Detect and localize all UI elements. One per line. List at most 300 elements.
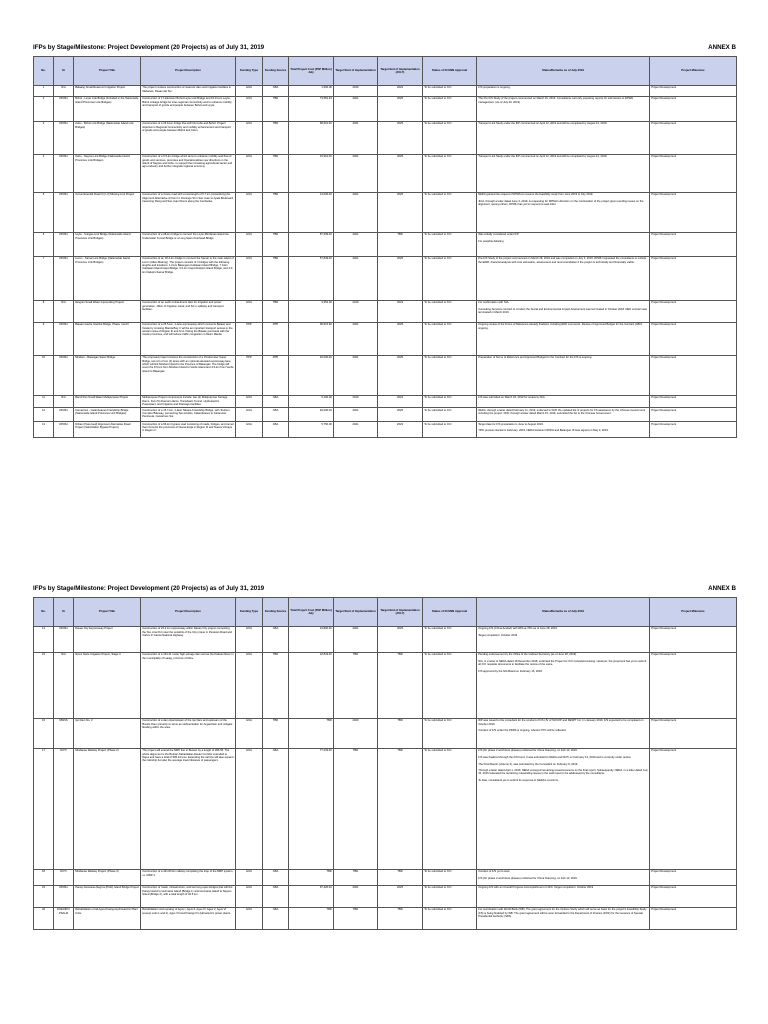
cell-no: 17 [34, 748, 54, 869]
cell-no: 3 [34, 121, 54, 154]
remark-paragraph: For confirmation with NIA. [478, 301, 510, 305]
cell-end: 2025 [378, 154, 423, 192]
cell-cost: 15,910.00 [289, 154, 334, 192]
cell-cost: 68,610.00 [289, 121, 334, 154]
table-row [34, 885, 737, 907]
cell-milestone: Project Development [650, 256, 737, 300]
cell-title: Circumferential Road 3 (C-3) Missing Link Project [74, 192, 141, 232]
cell-description: Construction of an earth embankment dam for irrigation and power generation, 16km of irrigation canal, and 62 m spillway and transport facilities. [141, 300, 236, 322]
cell-description: Construction of a 5.5-km bridge which aims to enhance mobility and flow of goods and services, promotes and Operationalizes new directions in the island of Negros and Cebu, to support the increasing agricultural sector and agro-industry and further integrate regional economy. [141, 154, 236, 192]
cell-funding-source: TBD [263, 192, 289, 232]
cell-title: Bamil Pan Small Water Multipurpose Project [74, 395, 141, 407]
cell-remarks [477, 885, 650, 907]
cell-description: The project involves construction of reservoir dam and irrigation facilities in Mabanao, Davao del Sur. [141, 85, 236, 96]
cell-no: 1 [34, 85, 54, 96]
cell-ia: DPWH [54, 408, 74, 422]
table-row [34, 748, 737, 869]
cell-ia: DPWH [54, 232, 74, 256]
col-header-remarks: Status/Remarks as of July 2019 [477, 598, 650, 627]
cell-milestone: Project Development [650, 355, 737, 395]
cell-description: Construction of a 15.7-km, 2-lane Tabaco-Friendship Bridge, with Tourism Complex Bikeway, connecting San Andres, Catanduanes to Caramoan Peninsula, Camarines Sur. [141, 408, 236, 422]
col-header-title: Project Title [74, 57, 141, 86]
table-row [34, 121, 737, 154]
cell-milestone: Project Development [650, 154, 737, 192]
cell-cost: 13,000.00 [289, 192, 334, 232]
cell-funding-type: GOA [236, 626, 263, 652]
cell-icc-status: To be submitted to ICC [423, 748, 477, 869]
remark-paragraph: Through a letter dated April 1, 2019, NEDA conveyed remaining issues/concerns on the final report. Subsequently, NEDA, in a letter dated July 15, 2019 reiterated the remaining outstanding issues in the said report to be addressed by the consultants. [478, 769, 648, 776]
remark-paragraph: Ongoing review of the Terms of Reference already finalized, including EDD comments. Review of Approved Budget for the Contract (ABC) ongoing. [478, 323, 643, 330]
cell-icc-status: To be submitted to ICC [423, 626, 477, 652]
cell-ia: DOTr [54, 748, 74, 869]
cell-funding-source: CBA [263, 408, 289, 422]
cell-ia: DPWH [54, 885, 74, 907]
cell-start: 2021 [334, 355, 378, 395]
cell-no: 5 [34, 192, 54, 232]
projects-table-2 [33, 597, 737, 930]
cell-milestone: Project Development [650, 652, 737, 718]
cell-ia: N/A [54, 85, 74, 96]
table-row [34, 256, 737, 300]
cell-title: Cebu - Bohol Link Bridge (Nationwide Island Link Bridges) [74, 121, 141, 154]
cell-icc-status: To be submitted to ICC [423, 300, 477, 322]
cell-icc-status: To be submitted to ICC [423, 192, 477, 232]
cell-end: 2025 [378, 355, 423, 395]
cell-end: 2025 [378, 626, 423, 652]
cell-cost: 95,615.90 [289, 322, 334, 355]
cell-ia: DPWH [54, 355, 74, 395]
cell-title: Ilocos Norte Irrigation Project, Stage II [74, 652, 141, 718]
col-header-start: Target Start of Implementation [334, 57, 378, 86]
cell-icc-status: To be submitted to ICC [423, 408, 477, 422]
cell-funding-type: PPP [236, 322, 263, 355]
cell-no: 4 [34, 154, 54, 192]
cell-funding-source: TBD [263, 96, 289, 121]
cell-ia: DOTr [54, 869, 74, 885]
cell-no: 20 [34, 907, 54, 929]
cell-no: 2 [34, 96, 54, 121]
cell-cost: 73,681.33 [289, 96, 334, 121]
cell-funding-type: GOA [236, 121, 263, 154]
cell-start: 2021 [334, 408, 378, 422]
cell-icc-status: To be submitted to ICC [423, 718, 477, 748]
cell-funding-source: CBA [263, 422, 289, 438]
cell-start: 2021 [334, 626, 378, 652]
cell-funding-source: CBA [263, 869, 289, 885]
cell-funding-type: GOA [236, 718, 263, 748]
cell-funding-source: CBA [263, 85, 289, 96]
cell-icc-status: To be submitted to ICC [423, 232, 477, 256]
remark-paragraph: Conduct of F/S yet to start. [478, 870, 511, 874]
cell-title: Panay-Guimaras-Negros (PGN) Island Bridge Project [74, 885, 141, 907]
cell-icc-status: To be submitted to ICC [423, 422, 477, 438]
cell-ia: N/A [54, 395, 74, 407]
cell-remarks [477, 626, 650, 652]
cell-description: The project will extend the MRP line to Butuan by a length of 286.65. The whole alignment is the Butuan-Kabankalan-Davao Corridor extended to Digos and have a total of 586.43 kms. Extending the rail line will also expand the ridership but also the average travel distance of passengers. [141, 748, 236, 869]
cell-funding-type: PPP [236, 355, 263, 395]
cell-no: 10 [34, 355, 54, 395]
cell-ia: DPWH [54, 256, 74, 300]
col-header-no: No. [34, 598, 54, 627]
cell-funding-type: GOA [236, 232, 263, 256]
cell-milestone: Project Development [650, 322, 737, 355]
cell-start: TBD [334, 748, 378, 869]
cell-start: 2021 [334, 232, 378, 256]
col-header-milestone: Project Milestone [650, 598, 737, 627]
cell-funding-type: GOA [236, 408, 263, 422]
cell-cost: 20,000.00 [289, 408, 334, 422]
cell-start: 2021 [334, 96, 378, 121]
col-header-icc-status: Status of ICC/NB Approval [423, 57, 477, 86]
cell-start: 2021 [334, 322, 378, 355]
remark-paragraph: JICA, through a letter dated June 3, 2019, is requesting for DPWH's direction on the continuation of the project given pending issues on the alignment, among others. DPWH has yet to respond to said letter. [478, 199, 644, 207]
table-row [34, 322, 737, 355]
remark-paragraph: Pre-F/S Study of the project commenced on March 28, 2019 and was completed on July 3, 2019. DPWH requested the consultants to include the EIRR, financial analysis with cost estimation, assessment and recommendation if the project is technically and financially viable. [478, 257, 647, 264]
cell-cost: 77,433.00 [289, 748, 334, 869]
cell-cost: 3,352.00 [289, 300, 334, 322]
cell-remarks [477, 395, 650, 407]
cell-milestone: Project Development [650, 395, 737, 407]
col-header-description: Project Description [141, 57, 236, 86]
cell-funding-source: PPP [263, 355, 289, 395]
cell-icc-status: To be submitted to ICC [423, 154, 477, 192]
remark-paragraph: F/S (for phase 2 and future phases) endorsed for China financing, on Feb 13, 2019. [478, 749, 578, 753]
cell-ia: DPWH [54, 96, 74, 121]
cell-description: Construction of roads, infrastructure, and two long-span bridges that will link Panay Island to Guimaras Island (Bridge 1) and Guimaras Island to Negros Island (Bridge 2), with a total length of 32.5 km. [141, 885, 236, 907]
cell-remarks [477, 121, 650, 154]
cell-milestone: Project Development [650, 422, 737, 438]
cell-description: Rehabilitation and uprating of Agus I, Agus II, Agus IV, Agus V, Agus VI (except units 1 and 2), Agus VII and Pulangi IV Hydroelectric power plants. [141, 907, 236, 929]
cell-funding-type: GOA [236, 652, 263, 718]
remark-paragraph: Target completion: October 2019 [478, 633, 518, 637]
cell-funding-source: TBD [263, 232, 289, 256]
table-header-row [34, 598, 737, 627]
remark-paragraph: To date, consultants yet to submit its response to NEDA's concerns. [478, 779, 559, 783]
cell-ia: N/A [54, 300, 74, 322]
cell-start: 2021 [334, 192, 378, 232]
cell-cost: 57,849.00 [289, 256, 334, 300]
cell-title: Leyte - Surigao Link Bridge (Nationwide Island Provinces Link Bridges) [74, 232, 141, 256]
cell-ia: DPWH [54, 322, 74, 355]
remark-paragraph: F/S approved by the NIA Board on February 16, 2018. [478, 669, 543, 673]
cell-remarks [477, 96, 650, 121]
col-header-cost: Total Project Cost (PhP Million) July [289, 598, 334, 627]
document-title: IFPs by Stage/Milestone: Project Development (20 Projects) as of July 31, 2019 [33, 44, 265, 51]
cell-remarks [477, 718, 650, 748]
col-header-milestone: Project Milestone [650, 57, 737, 86]
cell-ia: DPWH [54, 626, 74, 652]
remark-paragraph: Preparation of Terms of Reference and Approved Budget for the Contract for the F/S is ongoing. [478, 356, 593, 360]
cell-cost: 24,800.00 [289, 626, 334, 652]
col-header-funding-type: Funding Type [236, 57, 263, 86]
cell-remarks [477, 322, 650, 355]
cell-description: Construction of a 66-km bypass road consisting of roads, bridges, and tunnel that connects the provinces of Nueva Ecija in Region III and Nueva Vizcaya in Region II. [141, 422, 236, 438]
cell-cost: 5,750.00 [289, 422, 334, 438]
cell-description: Construction of a 26.6-km bridge that will link Cebu and Bohol. Project objective is Regional Connectivity and mobility enhancement and transport of goods and people between Bohol and Cebu. [141, 121, 236, 154]
cell-end: 2025 [378, 192, 423, 232]
col-header-end: Target End of Implementation (JULY) [378, 57, 423, 86]
cell-end: 2025 [378, 121, 423, 154]
remark-paragraph: F/S preparation is ongoing. [478, 86, 511, 90]
table-row [34, 154, 737, 192]
remark-paragraph: F/S was submitted on March 18, 2019 for review by NIA. [478, 396, 546, 400]
cell-cost: TBD [289, 869, 334, 885]
cell-end: 2025 [378, 322, 423, 355]
cell-milestone: Project Development [650, 748, 737, 869]
remark-paragraph: Was initially considered under IFP. [478, 233, 520, 237]
cell-end: 2025 [378, 96, 423, 121]
cell-end: TBD [378, 869, 423, 885]
remark-paragraph: F/S was finalized through the F/S Fund. It was submitted to NEDA and DOTr on February 13, 2019 and is currently under review. [478, 755, 632, 759]
remark-paragraph: NIA, in a letter to NEDA dated 18 December 2018, endorsed the Project for ICC review/processing. However, the proponent has yet to submit all ICC requisite documents to facilitate the review of the same. [478, 659, 647, 667]
cell-icc-status: To be submitted to ICC [423, 652, 477, 718]
remark-paragraph: For coordination with World Bank (WB). The grant agreement for the Options Study which will serve as basis for the project's Feasibility Study (FS) is being finalized by WB. The grant agreement will be soon forwarded to the Department of Finance (DOF) for the issuance of Special Presidential Authority (SPA). [478, 908, 647, 918]
col-header-ia: IA [54, 57, 74, 86]
cell-funding-source: CBA [263, 748, 289, 869]
remark-paragraph: Ongoing F/S with an Overall Progress Accomplishment of 44%. Target completion: October 2019 [478, 886, 594, 890]
cell-milestone: Project Development [650, 300, 737, 322]
cell-milestone: Project Development [650, 85, 737, 96]
cell-end: TBD [378, 652, 423, 718]
cell-start: TBD [334, 907, 378, 929]
cell-icc-status: To be submitted to ICC [423, 355, 477, 395]
document-title: IFPs by Stage/Milestone: Project Development (20 Projects) as of July 31, 2019 [33, 585, 265, 592]
cell-ia: DPWH [54, 422, 74, 438]
cell-start: 2019 [334, 85, 378, 96]
cell-start: 2019 [334, 300, 378, 322]
cell-funding-type: GOA [236, 96, 263, 121]
cell-remarks [477, 256, 650, 300]
cell-description: Construction of a 4-lane road with a total length of 5.7 km (considering the Alignment Alternative 4) from N. Domingo St in San Juan to Ayala Boulevard, traversing Pasig and San Juan Rivers along the riverbanks. [141, 192, 236, 232]
col-header-start: Target Start of Implementation [334, 598, 378, 627]
cell-cost: 20,000.00 [289, 355, 334, 395]
cell-remarks [477, 869, 650, 885]
cell-no: 12 [34, 408, 54, 422]
cell-description: Construction of 17-kilometer Bohol-Leyte Link Bridge and 19.01-km Leyte-Bohol Linkage bridge for inter-regional connectivity and to enhance mobility and transport of goods and people between Bohol and Leyte. [141, 96, 236, 121]
cell-cost: 97,220.00 [289, 885, 334, 907]
col-header-funding-source: Funding Source [263, 57, 289, 86]
cell-milestone: Project Development [650, 907, 737, 929]
cell-milestone: Project Development [650, 96, 737, 121]
cell-milestone: Project Development [650, 869, 737, 885]
cell-funding-type: GOA [236, 422, 263, 438]
annex-label: ANNEX B [708, 585, 736, 592]
cell-icc-status: To be submitted to ICC [423, 395, 477, 407]
table-row [34, 718, 737, 748]
cell-funding-source: TBD [263, 652, 289, 718]
cell-cost: 1,500.00 [289, 85, 334, 96]
remark-paragraph: For possible delisting [478, 239, 504, 243]
cell-title: Mindoro - Batangas Super Bridge [74, 355, 141, 395]
cell-funding-type: GOA [236, 192, 263, 232]
table-row [34, 408, 737, 422]
cell-cost: 5,100.00 [289, 395, 334, 407]
remark-paragraph: The Final Report (Volume 3), was submitted by the Consultant on February 8, 2019. [478, 762, 578, 766]
cell-funding-source: TBD [263, 154, 289, 192]
remark-paragraph: Consulting Services contract to conduct the Social and Environmental Impact Assessment was terminated in October 2018. DED contract was terminated in March 2019. [478, 307, 647, 315]
cell-funding-type: GOA [236, 154, 263, 192]
remark-paragraph: Pending endorsement by the Office of the Cabinet Secretary (as of June 28, 2019). [478, 653, 577, 657]
cell-no: 19 [34, 885, 54, 907]
cell-remarks [477, 192, 650, 232]
cell-funding-source: CBA [263, 395, 289, 407]
remark-paragraph: F/S (for phase 2 and future phases) endorsed for China financing, on Feb 13, 2019. [478, 876, 578, 880]
cell-remarks [477, 300, 650, 322]
cell-description: Construction of an 18.2-km bridge to connect the Samar to the main island of Luzon (Allen-Matnog). The project consists of 4 bridges with the following lengths and locations: 1.2-km Batongan-Calintaan Island Bridge, 7.0-km Calintaan Island-Capul Bridge, 6.0-km Capul-Dalupiri Island Bridge, and 4.0-km Dalupiri-Samar Bridge. [141, 256, 236, 300]
cell-title: Ilanguin Small Water Impounding Project [74, 300, 141, 322]
cell-no: 7 [34, 256, 54, 300]
cell-icc-status: To be submitted to ICC [423, 121, 477, 154]
cell-description: The proposed project involves the construction of a 15-kilometer Super Bridge, two (2) or four (4) lanes with an optional elevated expressway lane, which will link Mindoro Island to the Province of Batangas. The bridge will cover the 9.5-km from Mindoro Island to Verde Island and 4.5-km from Verde Island to Batangas. [141, 355, 236, 395]
col-header-remarks: Status/Remarks as of July 2019 [477, 57, 650, 86]
cell-end: TBD [378, 718, 423, 748]
cell-remarks [477, 408, 650, 422]
remark-paragraph: IDP was issued to the consultant for the conduct of F/S (JV of SOCOP and DESPT Inc.) in January 2019. F/S expected to be completed on October 2019. [478, 719, 644, 726]
cell-end: TBD [378, 232, 423, 256]
cell-remarks [477, 652, 650, 718]
cell-funding-type: GOA [236, 748, 263, 869]
cell-no: 8 [34, 300, 54, 322]
cell-title: Ipo Dam No. 3 [74, 718, 141, 748]
cell-milestone: Project Development [650, 718, 737, 748]
cell-funding-source: TBD [263, 300, 289, 322]
cell-start: 2021 [334, 885, 378, 907]
cell-title: Luzon - Samar Link Bridge (Nationwide Island Provinces Link Bridges) [74, 256, 141, 300]
table-body-2 [34, 626, 737, 929]
cell-cost: TBD [289, 718, 334, 748]
remark-paragraph: Conduct of F/S under the PDRS is ongoing, wherein TPC will be reflected. [478, 729, 567, 733]
table-row [34, 232, 737, 256]
cell-no: 16 [34, 718, 54, 748]
remark-paragraph: The Pre-F/S Study of the project commenced on March 26, 2019. Consultants currently preparing reports for submission to DPWH management. (As of July 29, 2019) [478, 97, 634, 104]
cell-icc-status: To be submitted to ICC [423, 869, 477, 885]
cell-title: Camarines - Catanduanes Friendship Bridge (Nationwide Island Provinces Link Bridges) [74, 408, 141, 422]
col-header-funding-source: Funding Source [263, 598, 289, 627]
cell-funding-type: GOA [236, 907, 263, 929]
cell-no: 9 [34, 322, 54, 355]
cell-remarks [477, 907, 650, 929]
cell-icc-status: To be submitted to ICC [423, 256, 477, 300]
cell-cost: TBD [289, 907, 334, 929]
page-section-2 [33, 585, 736, 930]
cell-no: 18 [34, 869, 54, 885]
cell-ia: DPWH [54, 121, 74, 154]
table-row [34, 907, 737, 929]
remark-paragraph: Transport Link Study under the IFP commenced on April 12, 2019 and will be completed by August 12, 2019. [478, 155, 608, 159]
cell-no: 14 [34, 626, 54, 652]
cell-ia: MWSS [54, 718, 74, 748]
table-row [34, 355, 737, 395]
cell-start: 2019 [334, 395, 378, 407]
cell-description: Construction of a 28-km bridge to connect the Leyte-Mindanao island via Underwater Tunnel Bridge or a Long Span Overhead Bridge. [141, 232, 236, 256]
cell-cost: 87,399.00 [289, 232, 334, 256]
cell-ia: DOE/NPC/ PSALM [54, 907, 74, 929]
cell-milestone: Project Development [650, 232, 737, 256]
cell-end: 2023 [378, 300, 423, 322]
col-header-funding-type: Funding Type [236, 598, 263, 627]
col-header-end: Target End of Implementation (JULY) [378, 598, 423, 627]
cell-no: 6 [34, 232, 54, 256]
remark-paragraph: NEDA, through a letter dated February 11, 2019, endorsed to DOF the updated list of projects for FS assistance by the Chinese Government including the project. DOF, through a letter dated March 15, 2019, submitted the list to the Chinese Government. [478, 408, 646, 416]
cell-end: 2023 [378, 422, 423, 438]
cell-funding-source: TBD [263, 256, 289, 300]
cell-funding-source: CBA [263, 885, 289, 907]
cell-start: 2021 [334, 154, 378, 192]
cell-description: Construction of a 25.5-km, 4-lane expressway which connects Bataan and Cavite by crossing Manila Bay. It will be an important transport access in the western area of Region III and IV-A, linking the Bataan peninsula with the Cavite provinces, and will reduce traffic congestion in Metro Manila. [141, 322, 236, 355]
remark-paragraph: Target date for F/S preparation is June to August 2019. [478, 422, 544, 426]
table-row [34, 395, 737, 407]
cell-end: TBD [378, 907, 423, 929]
cell-title: Rehabilitation of all Agus-Pulangi Hydroelectric Plant Units [74, 907, 141, 929]
cell-icc-status: To be submitted to ICC [423, 907, 477, 929]
cell-description: Construction of a dam downstream of the Ipo Dam and upstream of the Bustos Dam primarily to serve as sedimentation for Angat Dam and mitigate flooding within the area. [141, 718, 236, 748]
cell-cost: 22,843.00 [289, 652, 334, 718]
remark-paragraph: Transport Link Study under the IFP commenced on April 12, 2019 and will be completed by August 12, 2019. [478, 122, 608, 126]
cell-funding-source: TBD [263, 121, 289, 154]
cell-end: 2025 [378, 256, 423, 300]
cell-funding-type: GOA [236, 885, 263, 907]
cell-start: 2020 [334, 718, 378, 748]
cell-end: 2025 [378, 885, 423, 907]
cell-description: Construction of a 421.83 km railway completing the loop of the MRP system, i.e. MRP-1. [141, 869, 236, 885]
table-row [34, 192, 737, 232]
cell-milestone: Project Development [650, 885, 737, 907]
cell-funding-type: GOA [236, 85, 263, 96]
cell-funding-type: GOA [236, 395, 263, 407]
cell-funding-source: PPP [263, 322, 289, 355]
cell-end: TBD [378, 748, 423, 869]
table-body-1 [34, 85, 737, 437]
table-row [34, 626, 737, 652]
cell-funding-type: GOA [236, 256, 263, 300]
cell-start: TBD [334, 652, 378, 718]
cell-description: Construction of a 164.41 meter high storage dam across the Padsan River in the municipality of Laoag, province of Abra. [141, 652, 236, 718]
cell-title: Bohol - Leyte Link Bridge (Included in the Nationwide Island Provinces Link Bridges) [74, 96, 141, 121]
table-row [34, 96, 737, 121]
cell-end: 2025 [378, 408, 423, 422]
cell-no: 13 [34, 422, 54, 438]
cell-milestone: Project Development [650, 626, 737, 652]
cell-description: Construction of 23.3 km expressway within Davao City project connecting the Sta. Ana Port near the outskirts of the City proper in Panacan Road and Carlos P. Garcia National Highway. [141, 626, 236, 652]
col-header-no: No. [34, 57, 54, 86]
cell-ia: DPWH [54, 192, 74, 232]
cell-title: Cebu - Negros Link Bridge (Nationwide Island Provinces Link Bridges) [74, 154, 141, 192]
cell-end: 2023 [378, 395, 423, 407]
cell-start: 2021 [334, 422, 378, 438]
cell-start: 2021 [334, 256, 378, 300]
cell-funding-type: GOA [236, 869, 263, 885]
cell-milestone: Project Development [650, 121, 737, 154]
cell-start: TBD [334, 869, 378, 885]
cell-icc-status: To be submitted to ICC [423, 322, 477, 355]
cell-funding-source: TBD [263, 718, 289, 748]
cell-title: Balaang Small Reservoir Irrigation Project [74, 85, 141, 96]
page-section-1 [33, 44, 736, 438]
cell-start: 2021 [334, 121, 378, 154]
cell-no: 11 [34, 395, 54, 407]
table-row [34, 869, 737, 885]
cell-no: 15 [34, 652, 54, 718]
cell-funding-source: CBA [263, 907, 289, 929]
col-header-ia: IA [54, 598, 74, 627]
table-row [34, 85, 737, 96]
cell-funding-type: GOA [236, 300, 263, 322]
cell-title: Mindanao Railway Project (Phase 2) [74, 748, 141, 869]
cell-title: Dibian (Pass-Ised) Alignment Alternative Road Project (Said Dalton Bypass Project) [74, 422, 141, 438]
cell-icc-status: To be submitted to ICC [423, 85, 477, 96]
cell-milestone: Project Development [650, 192, 737, 232]
cell-end: 2023 [378, 85, 423, 96]
